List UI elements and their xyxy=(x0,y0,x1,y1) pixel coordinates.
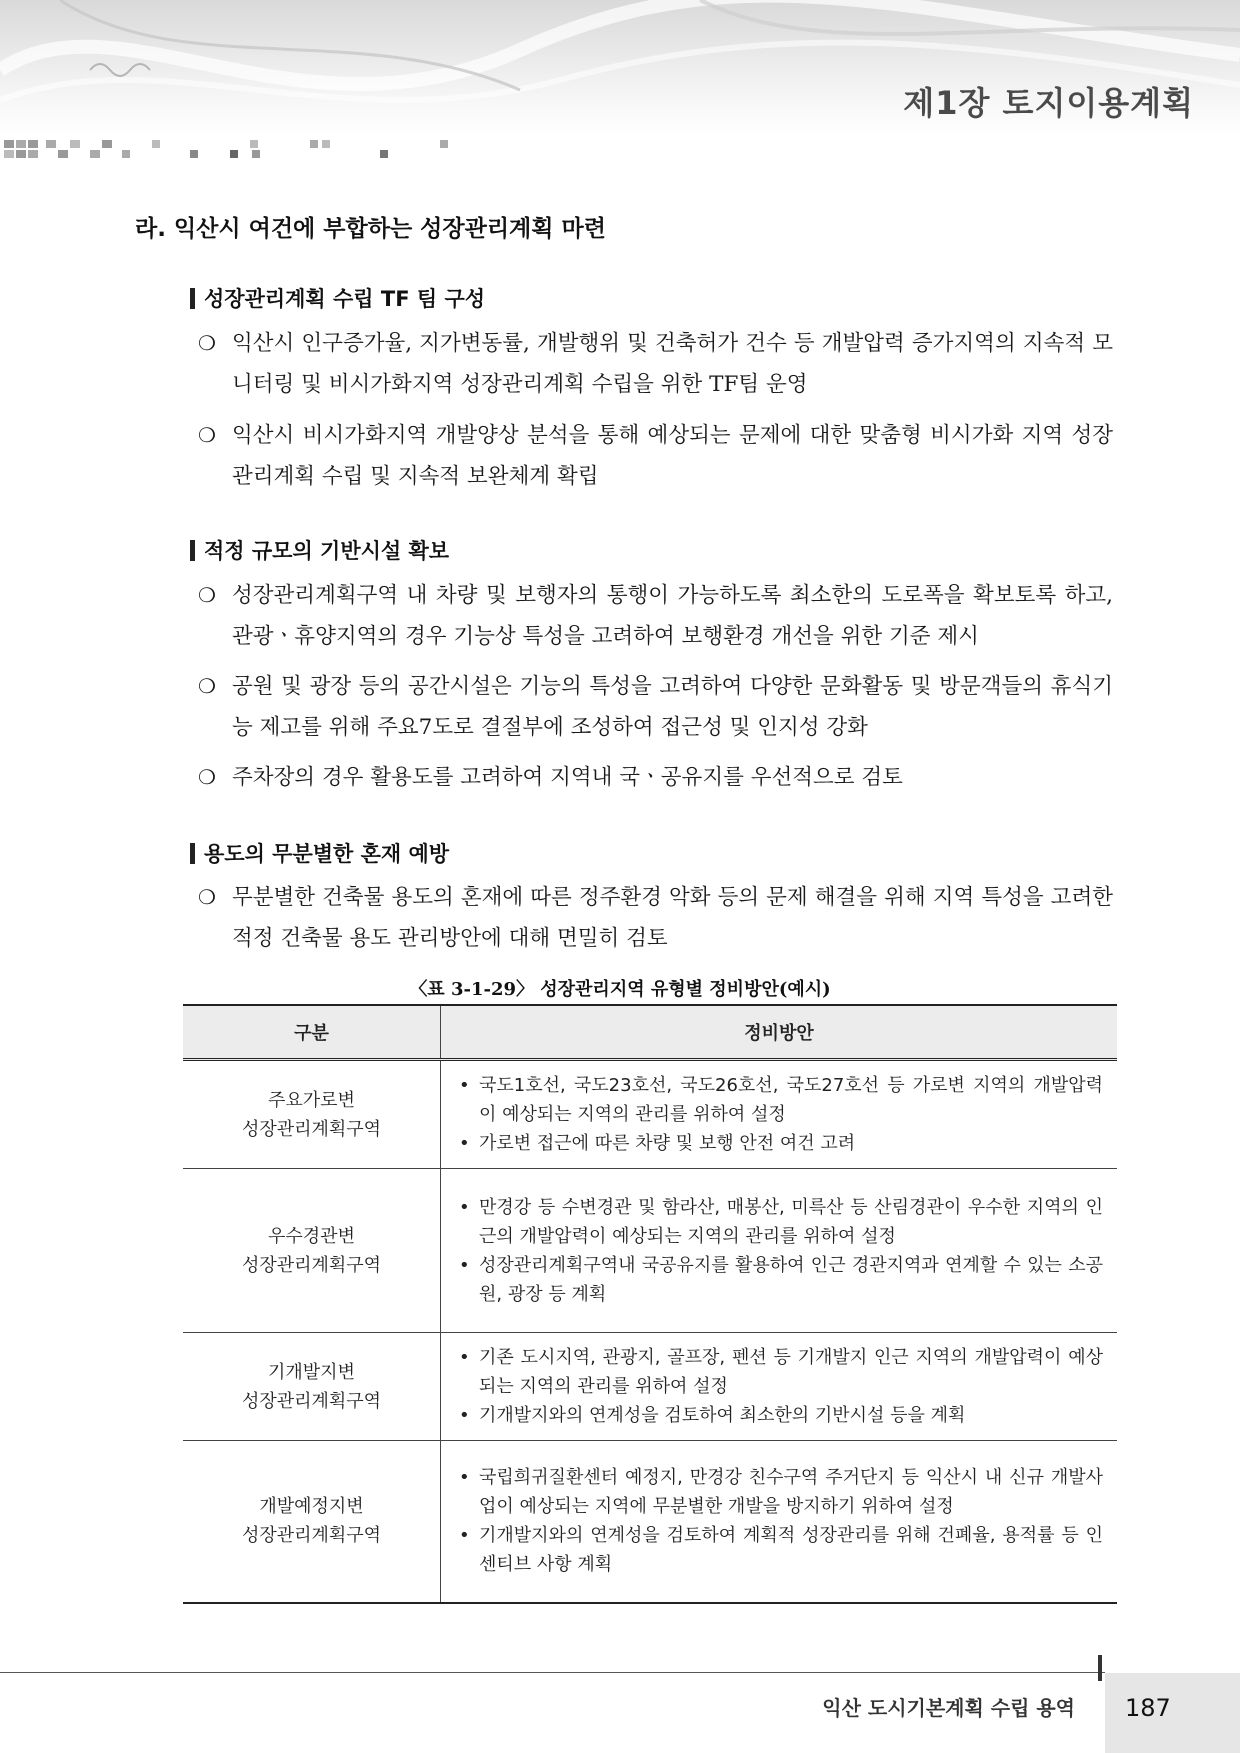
bullet-text: 공원 및 광장 등의 공간시설은 기능의 특성을 고려하여 다양한 문화활동 및 방문객들의 휴식기능 제고를 위해 주요7도로 결절부에 조성하여 접근성 및 인지성 강화 xyxy=(232,674,1113,740)
section-heading: 라. 익산시 여건에 부합하는 성장관리계획 마련 xyxy=(135,216,606,242)
bullet-text: 익산시 비시가화지역 개발양상 분석을 통해 예상되는 문제에 대한 맞춤형 비시가화 지역 성장관리계획 수립 및 지속적 보완체계 확립 xyxy=(232,423,1113,489)
category-line: 주요가로변 xyxy=(268,1089,355,1111)
row-category xyxy=(183,1060,441,1169)
footer-divider xyxy=(1098,1655,1102,1681)
bullet-text: 무분별한 건축물 용도의 혼재에 따른 정주환경 악화 등의 문제 해결을 위해 지역 특성을 고려한 적정 건축물 용도 관리방안에 대해 면밀히 검토 xyxy=(232,885,1113,951)
plan-item-text: 기개발지와의 연계성을 검토하여 최소한의 기반시설 등을 계획 xyxy=(479,1405,966,1426)
bullet-item xyxy=(198,323,1113,405)
plan-item xyxy=(455,1401,1103,1430)
bullet-item xyxy=(198,757,1113,798)
row-category xyxy=(183,1333,441,1441)
row-plan xyxy=(441,1060,1118,1169)
subheading-label: 적정 규모의 기반시설 확보 xyxy=(204,539,450,563)
subheading-tf-team xyxy=(190,283,485,313)
bullet-item xyxy=(198,575,1113,657)
plan-item xyxy=(455,1193,1103,1251)
row-plan xyxy=(441,1441,1118,1603)
category-line: 개발예정지변 xyxy=(259,1496,364,1518)
plan-item-text: 성장관리계획구역내 국공유지를 활용하여 인근 경관지역과 연계할 수 있는 소공원, 광장 등 계획 xyxy=(479,1254,1103,1305)
plan-item xyxy=(455,1343,1103,1401)
plan-item xyxy=(455,1251,1103,1309)
dot-bullet-icon: • xyxy=(459,1196,470,1218)
heading-bar-marker xyxy=(190,540,195,561)
subheading-mixed-use xyxy=(190,838,449,868)
table-row xyxy=(183,1060,1117,1169)
plan-item xyxy=(455,1463,1103,1521)
circle-bullet-icon: ❍ xyxy=(198,765,216,789)
table-header-row xyxy=(183,1005,1117,1060)
management-plan-table xyxy=(183,1004,1117,1604)
table-row xyxy=(183,1333,1117,1441)
plan-item-text: 기개발지와의 연계성을 검토하여 계획적 성장관리를 위해 건폐율, 용적률 등 인센티브 사항 계획 xyxy=(479,1525,1103,1576)
category-line: 기개발지변 xyxy=(268,1361,355,1383)
row-plan xyxy=(441,1333,1118,1441)
dot-bullet-icon: • xyxy=(459,1075,470,1096)
dot-bullet-icon: • xyxy=(459,1525,470,1547)
row-category xyxy=(183,1169,441,1333)
circle-bullet-icon: ❍ xyxy=(198,423,216,447)
category-line: 성장관리계획구역 xyxy=(241,1254,382,1276)
circle-bullet-icon: ❍ xyxy=(198,885,216,909)
category-line: 성장관리계획구역 xyxy=(241,1118,382,1140)
dot-bullet-icon: • xyxy=(459,1133,470,1154)
plan-item xyxy=(455,1129,1103,1158)
plan-item-text: 가로변 접근에 따른 차량 및 보행 안전 여건 고려 xyxy=(479,1133,856,1154)
circle-bullet-icon: ❍ xyxy=(198,331,216,355)
row-plan xyxy=(441,1169,1118,1333)
column-header-category: 구분 xyxy=(183,1005,441,1060)
category-line: 우수경관변 xyxy=(268,1225,355,1247)
row-category xyxy=(183,1441,441,1603)
page-number: 187 xyxy=(1125,1694,1171,1722)
bullet-text: 성장관리계획구역 내 차량 및 보행자의 통행이 가능하도록 최소한의 도로폭을 확보토록 하고, 관광ㆍ휴양지역의 경우 기능상 특성을 고려하여 보행환경 개선을 위한 기준 제시 xyxy=(232,583,1113,649)
heading-bar-marker xyxy=(190,288,195,309)
table-row xyxy=(183,1169,1117,1333)
chapter-title: 제1장 토지이용계획 xyxy=(903,84,1194,122)
category-line: 성장관리계획구역 xyxy=(241,1525,382,1547)
heading-bar-marker xyxy=(190,843,195,864)
plan-item xyxy=(455,1521,1103,1579)
bullet-item xyxy=(198,877,1113,959)
dot-bullet-icon: • xyxy=(459,1405,470,1426)
subheading-label: 용도의 무분별한 혼재 예방 xyxy=(204,842,450,866)
subheading-infrastructure xyxy=(190,535,449,565)
footer-title: 익산 도시기본계획 수립 용역 xyxy=(822,1696,1075,1720)
circle-bullet-icon: ❍ xyxy=(198,583,216,607)
category-line: 성장관리계획구역 xyxy=(241,1390,382,1412)
bullet-item xyxy=(198,415,1113,497)
plan-item-text: 기존 도시지역, 관광지, 골프장, 펜션 등 기개발지 인근 지역의 개발압력이 예상되는 지역의 관리를 위하여 설정 xyxy=(479,1347,1103,1397)
dot-bullet-icon: • xyxy=(459,1467,470,1489)
subheading-label: 성장관리계획 수립 TF 팀 구성 xyxy=(204,287,486,311)
bullet-text: 주차장의 경우 활용도를 고려하여 지역내 국ㆍ공유지를 우선적으로 검토 xyxy=(232,765,903,790)
dot-bullet-icon: • xyxy=(459,1254,470,1276)
circle-bullet-icon: ❍ xyxy=(198,674,216,698)
plan-item-text: 만경강 등 수변경관 및 함라산, 매봉산, 미륵산 등 산림경관이 우수한 지역의 인근의 개발압력이 예상되는 지역의 관리를 위하여 설정 xyxy=(479,1196,1103,1247)
table-caption: 〈표 3-1-29〉 성장관리지역 유형별 정비방안(예시) xyxy=(409,979,831,1000)
bullet-item xyxy=(198,666,1113,748)
dot-bullet-icon: • xyxy=(459,1347,470,1368)
bullet-text: 익산시 인구증가율, 지가변동률, 개발행위 및 건축허가 건수 등 개발압력 증가지역의 지속적 모니터링 및 비시가화지역 성장관리계획 수립을 위한 TF팀 운영 xyxy=(232,331,1113,397)
plan-item-text: 국립희귀질환센터 예정지, 만경강 친수구역 주거단지 등 익산시 내 신규 개발사업이 예상되는 지역에 무분별한 개발을 방지하기 위하여 설정 xyxy=(479,1467,1103,1518)
footer-rule xyxy=(0,1672,1105,1673)
plan-item xyxy=(455,1071,1103,1129)
header-dots-decoration xyxy=(0,138,460,162)
column-header-plan: 정비방안 xyxy=(441,1005,1118,1060)
table-row xyxy=(183,1441,1117,1603)
plan-item-text: 국도1호선, 국도23호선, 국도26호선, 국도27호선 등 가로변 지역의 개발압력이 예상되는 지역의 관리를 위하여 설정 xyxy=(479,1075,1103,1125)
